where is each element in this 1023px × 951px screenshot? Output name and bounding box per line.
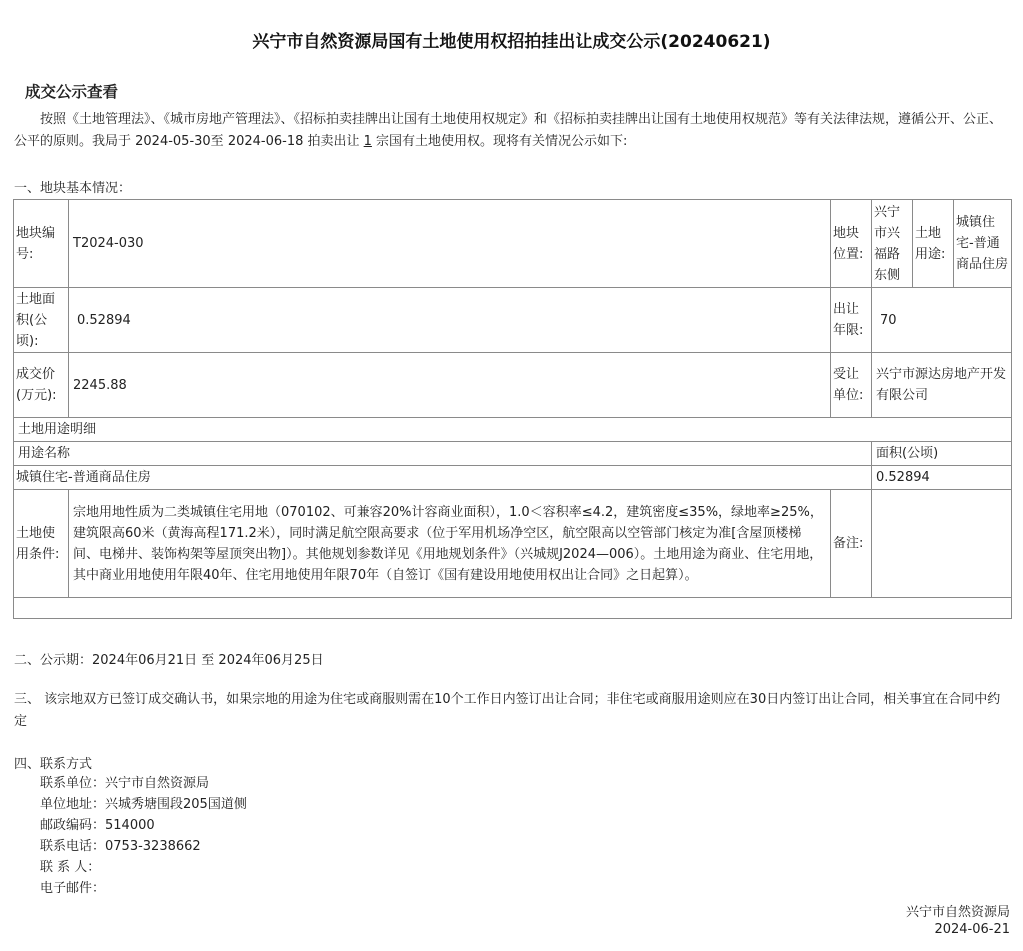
section1-title: 一、地块基本情况：	[14, 181, 132, 196]
parcel-no-label: 地块编号:	[14, 200, 69, 288]
detail-header: 土地用途明细	[14, 418, 1012, 442]
table-row	[14, 418, 1012, 442]
remark-value	[872, 490, 1012, 598]
col-area-header: 面积(公顷)	[872, 442, 1012, 466]
section2-publicity-period: 二、公示期：2024年06月21日 至 2024年06月25日	[14, 653, 324, 668]
use-name-cell: 城镇住宅-普通商品住房	[14, 466, 872, 490]
contact-unit: 联系单位：兴宁市自然资源局	[40, 776, 210, 791]
table-row	[14, 442, 1012, 466]
table-row	[14, 353, 1012, 418]
contact-phone: 联系电话：0753-3238662	[40, 839, 201, 854]
location-label: 地块位置:	[831, 200, 872, 288]
area-value: 0.52894	[69, 288, 831, 353]
term-label: 出让年限:	[831, 288, 872, 353]
use-value: 城镇住宅-普通商品住房	[954, 200, 1012, 288]
contact-person: 联 系 人：	[40, 860, 101, 875]
grantee-value: 兴宁市源达房地产开发有限公司	[872, 353, 1012, 418]
area-label: 土地面积(公顷):	[14, 288, 69, 353]
section3-contract-notice: 三、 该宗地双方已签订成交确认书，如果宗地的用途为住宅或商服则需在10个工作日内签订出让合同；非住宅或商服用途则应在30日内签订出让合同，相关事宜在合同中约定	[14, 692, 1001, 729]
parcel-count: 1	[363, 134, 372, 149]
signature-date: 2024-06-21	[934, 922, 1010, 937]
contact-email: 电子邮件：	[40, 881, 106, 896]
parcel-no-value: T2024-030	[69, 200, 831, 288]
price-label: 成交价(万元):	[14, 353, 69, 418]
table-row	[14, 288, 1012, 353]
price-value: 2245.88	[69, 353, 831, 418]
table-row	[14, 200, 1012, 288]
table-row	[14, 598, 1012, 619]
table-row	[14, 466, 1012, 490]
remark-label: 备注:	[831, 490, 872, 598]
contact-postcode: 邮政编码：514000	[40, 818, 155, 833]
parcel-table	[13, 199, 1012, 619]
term-value: 70	[872, 288, 1012, 353]
page-title: 兴宁市自然资源局国有土地使用权招拍挂出让成交公示(20240621)	[252, 32, 771, 52]
location-value: 兴宁市兴福路东侧	[872, 200, 913, 288]
section-heading: 成交公示查看	[25, 83, 119, 101]
contact-address: 单位地址：兴城秀塘围段205国道侧	[40, 797, 247, 812]
use-area-cell: 0.52894	[872, 466, 1012, 490]
conditions-value: 宗地用地性质为二类城镇住宅用地（070102、可兼容20%计容商业面积），1.0＜容积率≤4.2，建筑密度≤35%，绿地率≥25%，建筑限高60米（黄海高程171.2米），同时满足航空限高要求（位于军用机场净空区，航空限高以空管部门核定为准[含屋顶楼梯间、电梯井、装饰构架等屋顶突出物]）。其他规划参数详见《用地规划条件》（兴城规J2024—006）。土地用途为商业、住宅用地，其中商业用地使用年限40年、住宅用地使用年限70年（自签订《国有建设用地使用权出让合同》之日起算）。	[69, 490, 831, 598]
col-use-name-header: 用途名称	[14, 442, 872, 466]
intro-text-b: 宗国有土地使用权。现将有关情况公示如下:	[371, 134, 628, 149]
intro-text-a: 按照《土地管理法》、《城市房地产管理法》、《招标拍卖挂牌出让国有土地使用权规定》和《招标拍卖挂牌出让国有土地使用权规范》等有关法律法规，遵循公开、公正、公平的原则。我局于 2024-05-30至 2024-06-18 拍卖出让	[14, 112, 1003, 149]
use-label: 土地用途:	[913, 200, 954, 288]
empty-row	[14, 598, 1012, 619]
grantee-label: 受让单位:	[831, 353, 872, 418]
intro-paragraph	[14, 109, 1010, 153]
signature-org: 兴宁市自然资源局	[905, 905, 1010, 920]
section4-title: 四、联系方式	[14, 757, 93, 772]
conditions-label: 土地使用条件:	[14, 490, 69, 598]
table-row	[14, 490, 1012, 598]
